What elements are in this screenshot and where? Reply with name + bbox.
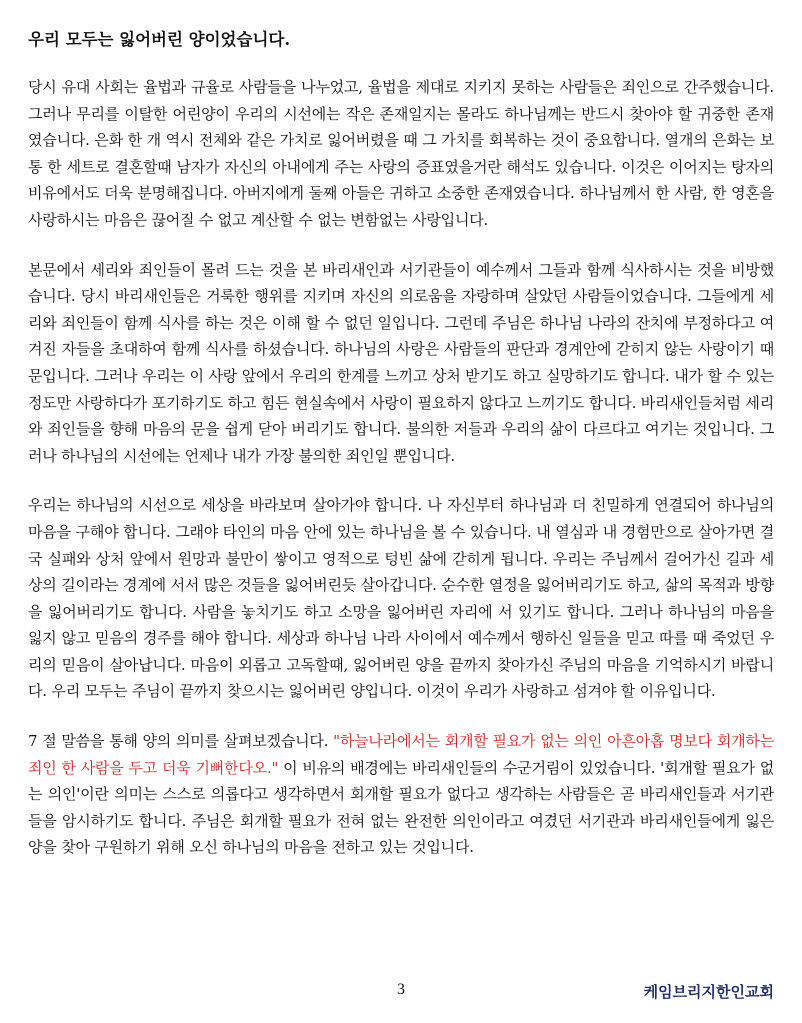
church-name: 케임브리지한인교회 bbox=[643, 983, 774, 1001]
paragraph-4-intro: 7 절 말씀을 통해 양의 의미를 살펴보겠습니다. bbox=[28, 732, 334, 751]
scripture-quote: "하늘나라에서는 회개할 필요가 없는 의인 아흔아홉 명보다 회개하는 죄인 한 사람을 두고 더욱 기뻐한다오." bbox=[28, 732, 774, 777]
paragraph-2: 본문에서 세리와 죄인들이 몰려 드는 것을 본 바리새인과 서기관들이 예수께서 그들과 함께 식사하시는 것을 비방했습니다. 당시 바리새인들은 거룩한 행위를 지키며 자신의 의로움을 자랑하며 살았던 사람들이었습니다. 그들에게 세리와 죄인들이 함께 식사를 하는 것은 이해 할 수 없던 일입니다. 그런데 주님은 하나님 나라의 잔치에 부정하다고 여겨진 자들을 초대하여 함께 식사를 하셨습니다. 하나님의 사랑은 사람들의 판단과 경계안에 갇히지 않는 사랑이기 때문입니다. 그러나 우리는 이 사랑 앞에서 우리의 한계를 느끼고 상처 받기도 하고 실망하기도 합니다. 내가 할 수 있는 정도만 사랑하다가 포기하기도 하고 힘든 현실속에서 사랑이 필요하지 않다고 느끼기도 합니다. 바리새인들처럼 세리와 죄인들을 향해 마음의 문을 쉽게 닫아 버리기도 합니다. 불의한 저들과 우리의 삶이 다르다고 여기는 것입니다. 그러나 하나님의 시선에는 언제나 내가 가장 불의한 죄인일 뿐입니다. bbox=[28, 260, 774, 465]
paragraph-1: 당시 유대 사회는 율법과 규율로 사람들을 나누었고, 율법을 제대로 지키지 못하는 사람들은 죄인으로 간주했습니다. 그러나 무리를 이탈한 어린양이 우리의 시선에는 작은 존재일지는 몰라도 하나님께는 반드시 찾아야 할 귀중한 존재였습니다. 은화 한 개 역시 전체와 같은 가치로 잃어버렸을 때 그 가치를 회복하는 것이 중요합니다. 열개의 은화는 보통 한 세트로 결혼할때 남자가 자신의 아내에게 주는 사랑의 증표였을거란 해석도 있습니다. 이것은 이어지는 탕자의 비유에서도 더욱 분명해집니다. 아버지에게 둘째 아들은 귀하고 소중한 존재였습니다. 하나님께서 한 사람, 한 영혼을 사랑하시는 마음은 끊어질 수 없고 계산할 수 없는 변함없는 사랑입니다. bbox=[28, 78, 774, 229]
page-number: 3 bbox=[397, 981, 405, 998]
paragraph-3: 우리는 하나님의 시선으로 세상을 바라보며 살아가야 합니다. 나 자신부터 하나님과 더 친밀하게 연결되어 하나님의 마음을 구해야 합니다. 그래야 타인의 마음 안에 있는 하나님을 볼 수 있습니다. 내 열심과 내 경험만으로 살아가면 결국 실패와 상처 앞에서 원망과 불만이 쌓이고 영적으로 텅빈 삶에 갇히게 됩니다. 우리는 주님께서 걸어가신 길과 세상의 길이라는 경계에 서서 많은 것들을 잃어버린듯 살아갑니다. 순수한 열정을 잃어버리기도 하고, 삶의 목적과 방향을 잃어버리기도 합니다. 사람을 놓치기도 하고 소망을 잃어버린 자리에 서 있기도 합니다. 그러나 하나님의 마음을 잃지 않고 믿음의 경주를 해야 합니다. 세상과 하나님 나라 사이에서 예수께서 행하신 일들을 믿고 따를 때 죽었던 우리의 믿음이 살아납니다. 마음이 외롭고 고독할때, 잃어버린 양을 끝까지 찾아가신 주님의 마음을 기억하시기 바랍니다. 우리 모두는 주님이 끝까지 찾으시는 잃어버린 양입니다. 이것이 우리가 사랑하고 섬겨야 할 이유입니다. bbox=[28, 496, 774, 701]
paragraph-4-rest: 이 비유의 배경에는 바리새인들의 수군거림이 있었습니다. '회개할 필요가 없는 의인'이란 의미는 스스로 의롭다고 생각하면서 회개할 필요가 없다고 생각하는 사람들은 곧 바리새인들과 서기관들을 암시하기도 합니다. 주님은 회개할 필요가 전혀 없는 완전한 의인이라고 여겼던 서기관과 바리새인들에게 잃은 양을 찾아 구원하기 위해 오신 하나님의 마음을 전하고 있는 것입니다. bbox=[28, 758, 774, 857]
paragraph-4 bbox=[28, 728, 774, 861]
document-title: 우리 모두는 잃어버린 양이었습니다. bbox=[28, 30, 291, 49]
